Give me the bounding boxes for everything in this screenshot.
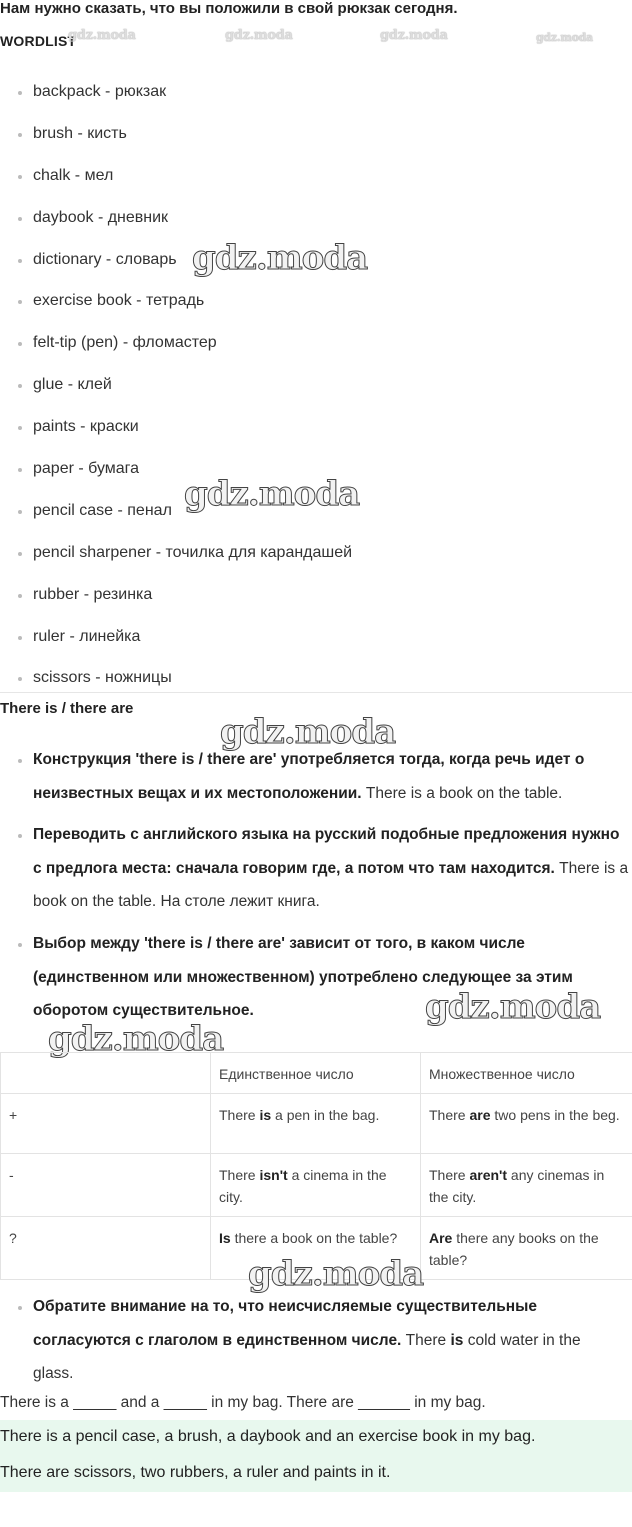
watermark: gdz.moda: [68, 28, 136, 43]
watermark: gdz.moda: [380, 28, 448, 43]
cell-verb: aren't: [469, 1167, 508, 1183]
table-cell: [211, 1094, 421, 1154]
table-cell: +: [1, 1094, 211, 1154]
watermark: gdz.moda: [192, 238, 368, 278]
rule-verb: is: [450, 1331, 464, 1349]
cell-text: any cinemas in the city.: [429, 1167, 605, 1205]
word-list: [0, 72, 632, 700]
table-cell: [421, 1154, 632, 1217]
watermark: gdz.moda: [536, 31, 593, 44]
watermark: gdz.moda: [48, 1019, 224, 1059]
task-text: There is a _____ and a _____ in my bag. There are ______ in my bag.: [0, 1394, 486, 1411]
cell-verb: are: [469, 1107, 491, 1123]
list-item: ruler - линейка: [0, 617, 632, 659]
rule-example: There is a book on the table.: [361, 784, 563, 802]
list-item: paper - бумага: [0, 449, 632, 491]
watermark: gdz.moda: [425, 987, 601, 1027]
section-divider: [0, 692, 632, 693]
cell-text: There: [219, 1107, 260, 1123]
watermark: gdz.moda: [184, 474, 360, 514]
cell-text: a pen in the bag.: [271, 1107, 380, 1123]
grammar-title: There is / there are: [0, 700, 134, 717]
table-row: [1, 1053, 632, 1094]
answer-line: There are scissors, two rubbers, a ruler and paints in it.: [0, 1464, 391, 1481]
list-item: pencil case - пенал: [0, 491, 632, 533]
table-cell: [1, 1053, 211, 1094]
table-cell: [211, 1154, 421, 1217]
grammar-table: [0, 1052, 632, 1280]
cell-text: two pens in the beg.: [490, 1107, 620, 1123]
cell-text: there any books on the table?: [429, 1230, 599, 1268]
rule-example: There: [401, 1331, 451, 1349]
list-item: rubber - резинка: [0, 575, 632, 617]
rule-bold: Переводить с английского языка на русский подобные предложения нужно с предлога места: сначала говорим где, а потом что там находится.: [33, 826, 620, 877]
table-row: [1, 1154, 632, 1217]
table-header-singular: Единственное число: [211, 1053, 421, 1094]
rule-example: cold water in the glass.: [33, 1331, 581, 1382]
intro-text: Нам нужно сказать, что вы положили в свой рюкзак сегодня.: [0, 0, 458, 17]
list-item: dictionary - словарь: [0, 240, 632, 282]
list-item: scissors - ножницы: [0, 658, 632, 700]
answer-box: [0, 1420, 632, 1492]
rule-example: There is a book on the table. На столе лежит книга.: [33, 859, 629, 910]
list-item: exercise book - тетрадь: [0, 281, 632, 323]
rule-item: [0, 1290, 632, 1391]
rule-bold: Обратите внимание на то, что неисчисляемые существительные согласуются с глаголом в единственном числе.: [33, 1298, 538, 1349]
cell-verb: Are: [429, 1230, 453, 1246]
table-cell: ?: [1, 1217, 211, 1280]
list-item: felt-tip (pen) - фломастер: [0, 323, 632, 365]
watermark: gdz.moda: [225, 28, 293, 43]
list-item: chalk - мел: [0, 156, 632, 198]
grammar-rules: [0, 818, 632, 919]
rule-item: [0, 818, 632, 919]
table-cell: -: [1, 1154, 211, 1217]
table-cell: [421, 1094, 632, 1154]
list-item: brush - кисть: [0, 114, 632, 156]
list-item: backpack - рюкзак: [0, 72, 632, 114]
list-item: paints - краски: [0, 407, 632, 449]
grammar-rules: [0, 1290, 632, 1391]
cell-verb: isn't: [259, 1167, 288, 1183]
cell-text: There: [429, 1107, 470, 1123]
table-cell: [421, 1217, 632, 1280]
list-item: glue - клей: [0, 365, 632, 407]
grammar-rules: [0, 743, 632, 810]
wordlist-title: WORDLIST: [0, 33, 77, 49]
cell-text: a cinema in the city.: [219, 1167, 387, 1205]
answer-line: There is a pencil case, a brush, a daybook and an exercise book in my bag.: [0, 1428, 536, 1445]
rule-bold: Конструкция 'there is / there are' употребляется тогда, когда речь идет о неизвестных вещах и их местоположении.: [33, 751, 585, 802]
cell-verb: Is: [219, 1230, 231, 1246]
cell-text: there a book on the table?: [230, 1230, 398, 1246]
rule-item: [0, 743, 632, 810]
cell-text: There: [429, 1167, 470, 1183]
rule-bold: Выбор между 'there is / there are' зависит от того, в каком числе (единственном или множественном) употреблено следующее за этим оборотом существительное.: [33, 935, 573, 1019]
cell-text: There: [219, 1167, 260, 1183]
cell-verb: is: [259, 1107, 272, 1123]
list-item: daybook - дневник: [0, 198, 632, 240]
table-row: [1, 1094, 632, 1154]
watermark: gdz.moda: [248, 1254, 424, 1294]
list-item: pencil sharpener - точилка для карандашей: [0, 533, 632, 575]
table-header-plural: Множественное число: [421, 1053, 632, 1094]
watermark: gdz.moda: [220, 712, 396, 752]
